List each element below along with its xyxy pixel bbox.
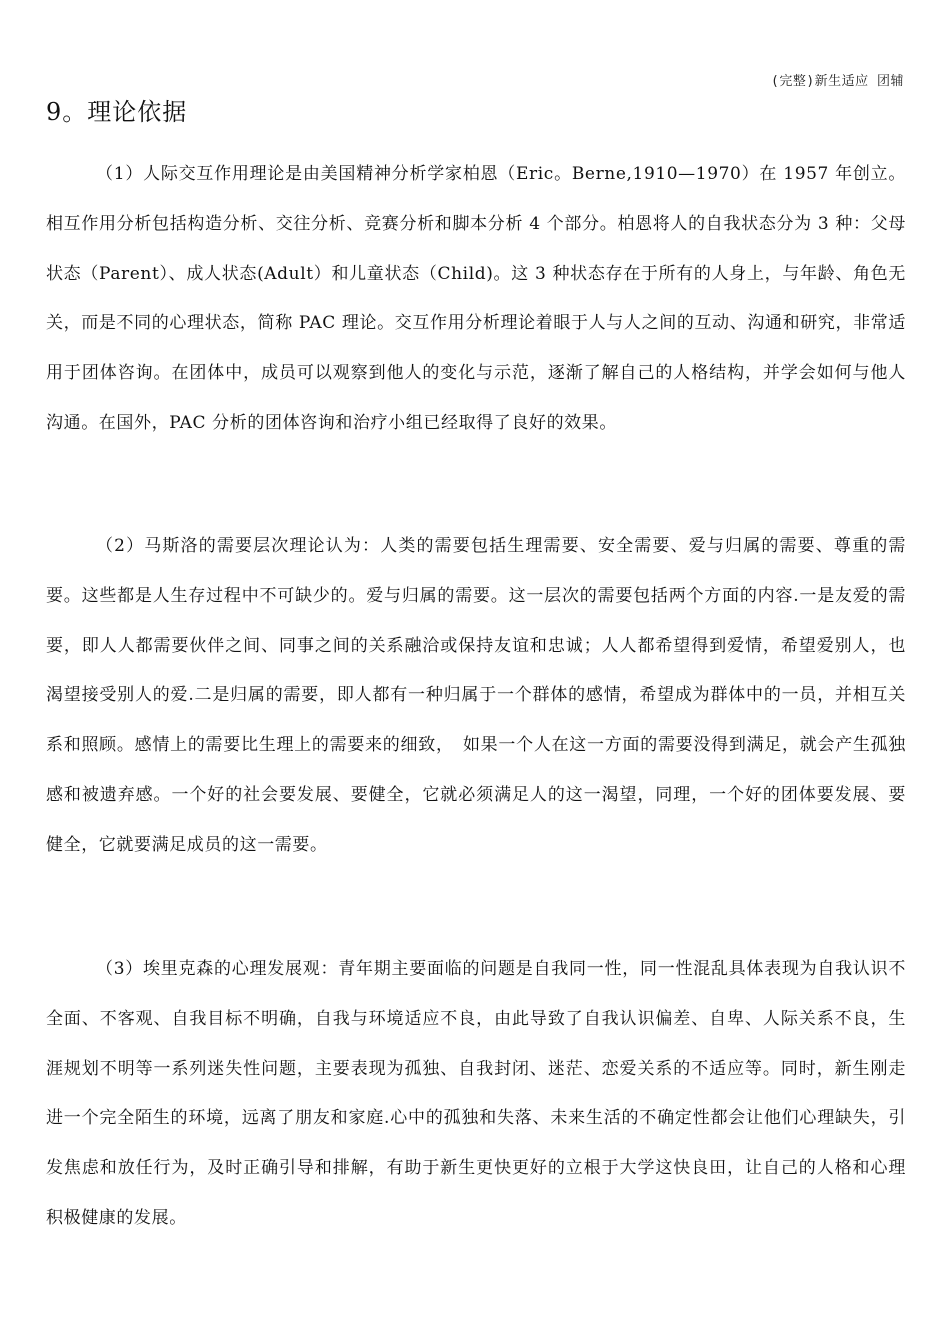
section-heading: 9。理论依据 — [46, 98, 188, 126]
paragraph-erikson-theory: （3）埃里克森的心理发展观：青年期主要面临的问题是自我同一性，同一性混乱具体表现为自我认识不全面、不客观、自我目标不明确，自我与环境适应不良，由此导致了自我认识偏差、自卑、人际关系不良，生涯规划不明等一系列迷失性问题，主要表现为孤独、自我封闭、迷茫、恋爱关系的不适应等。同时，新生刚走进一个完全陌生的环境，远离了朋友和家庭.心中的孤独和失落、未来生活的不确定性都会让他们心理缺失，引发焦虑和放任行为，及时正确引导和排解，有助于新生更快更好的立根于大学这快良田，让自己的人格和心理积极健康的发展。 — [46, 959, 906, 1228]
running-header: (完整)新生适应 团辅 — [771, 74, 904, 89]
paragraph-maslow-theory: （2）马斯洛的需要层次理论认为：人类的需要包括生理需要、安全需要、爱与归属的需要、尊重的需要。这些都是人生存过程中不可缺少的。爱与归属的需要。这一层次的需要包括两个方面的内容.一是友爱的需要，即人人都需要伙伴之间、同事之间的关系融洽或保持友谊和忠诚；人人都希望得到爱情，希望爱别人，也渴望接受别人的爱.二是归属的需要，即人都有一种归属于一个群体的感情，希望成为群体中的一员，并相互关系和照顾。感情上的需要比生理上的需要来的细致， 如果一个人在这一方面的需要没得到满足，就会产生孤独感和被遗弃感。一个好的社会要发展、要健全，它就必须满足人的这一渴望，同理，一个好的团体要发展、要健全，它就要满足成员的这一需要。 — [46, 536, 906, 855]
paragraph-pac-theory: （1）人际交互作用理论是由美国精神分析学家柏恩（Eric。Berne,1910—1970）在 1957 年创立。相互作用分析包括构造分析、交往分析、竞赛分析和脚本分析 4 个部分。柏恩将人的自我状态分为 3 种：父母状态（Parent）、成人状态(Adult）和儿童状态（Child)。这 3 种状态存在于所有的人身上，与年龄、角色无关，而是不同的心理状态，简称 PAC 理论。交互作用分析理论着眼于人与人之间的互动、沟通和研究，非常适用于团体咨询。在团体中，成员可以观察到他人的变化与示范，逐渐了解自己的人格结构，并学会如何与他人沟通。在国外，PAC 分析的团体咨询和治疗小组已经取得了良好的效果。 — [46, 164, 906, 433]
